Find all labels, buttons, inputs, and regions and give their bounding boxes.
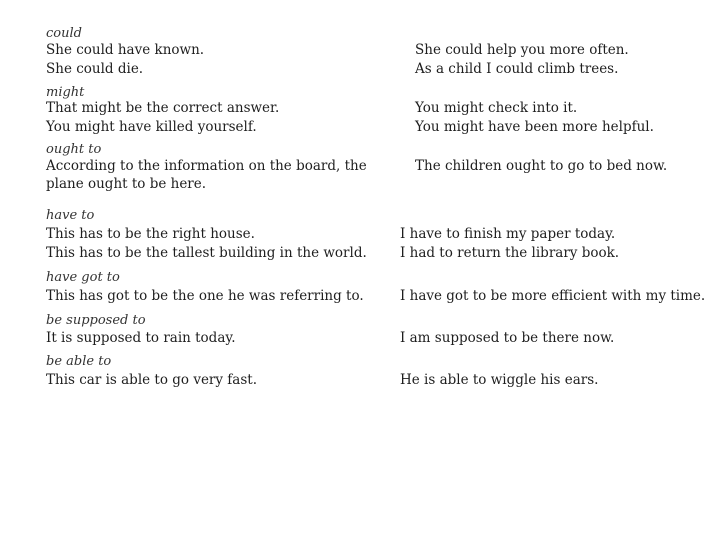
- section-heading-ought-to: ought to: [46, 142, 102, 157]
- example-left: You might have killed yourself.: [46, 119, 257, 135]
- example-left: This car is able to go very fast.: [46, 372, 257, 388]
- example-left: This has to be the tallest building in the world.: [46, 245, 367, 261]
- section-heading-could: could: [46, 26, 82, 41]
- example-right: I had to return the library book.: [400, 245, 620, 261]
- example-right: You might check into it.: [415, 100, 578, 116]
- example-left: plane ought to be here.: [46, 176, 207, 192]
- example-right: I have got to be more efficient with my time.: [400, 288, 706, 304]
- example-left: This has got to be the one he was referring to.: [46, 288, 364, 304]
- example-left: This has to be the right house.: [46, 226, 255, 242]
- example-right: You might have been more helpful.: [415, 119, 654, 135]
- example-left: She could die.: [46, 61, 144, 77]
- example-left: She could have known.: [46, 42, 205, 58]
- example-right: I am supposed to be there now.: [400, 330, 615, 346]
- example-right: He is able to wiggle his ears.: [400, 372, 599, 388]
- section-heading-have-to: have to: [46, 208, 95, 223]
- example-left: According to the information on the board, the: [46, 158, 367, 174]
- section-heading-be-supposed-to: be supposed to: [46, 313, 146, 328]
- section-heading-be-able-to: be able to: [46, 354, 112, 369]
- section-heading-have-got-to: have got to: [46, 270, 120, 285]
- example-right: I have to finish my paper today.: [400, 226, 616, 242]
- example-left: That might be the correct answer.: [46, 100, 280, 116]
- example-left: It is supposed to rain today.: [46, 330, 236, 346]
- section-heading-might: might: [46, 85, 85, 100]
- example-right: She could help you more often.: [415, 42, 629, 58]
- example-right: The children ought to go to bed now.: [415, 158, 668, 174]
- example-right: As a child I could climb trees.: [415, 61, 619, 77]
